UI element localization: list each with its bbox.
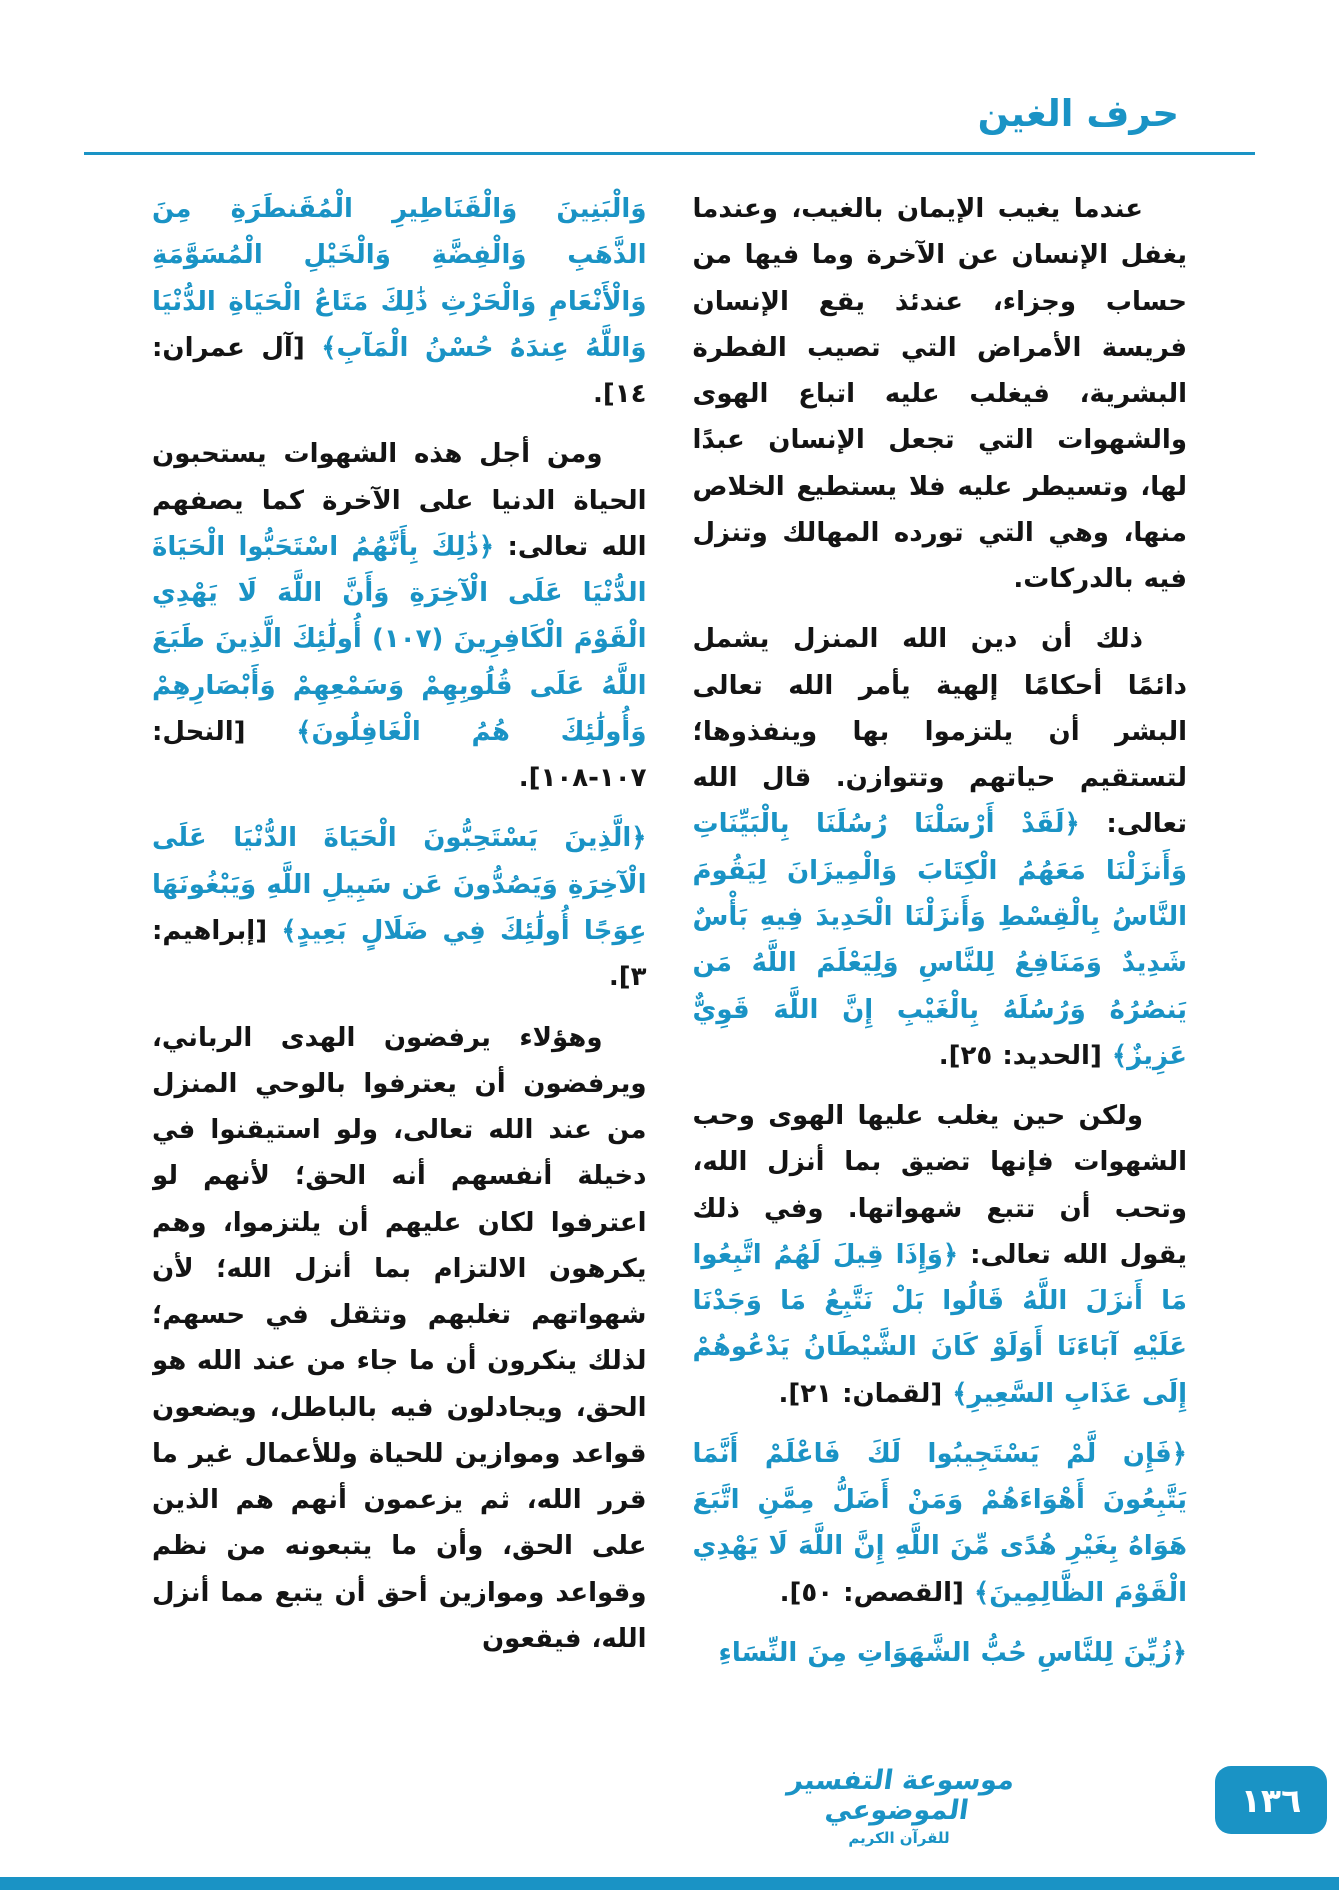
paragraph bbox=[693, 1630, 1188, 1676]
footer-bar bbox=[0, 1877, 1339, 1890]
quran-verse: ﴿الَّذِينَ يَسْتَحِبُّونَ الْحَيَاةَ الدُّنْيَا عَلَى الْآخِرَةِ وَيَصُدُّونَ عَن سَبِيلِ اللَّهِ وَيَبْغُونَهَا عِوَجًا أُولَٰئِكَ فِي ضَلَالٍ بَعِيدٍ﴾ bbox=[152, 823, 647, 946]
paragraph bbox=[693, 1431, 1188, 1616]
verse-reference: [النحل: ١٠٧-١٠٨]. bbox=[152, 716, 647, 794]
prose-text: ذلك أن دين الله المنزل يشمل دائمًا أحكامًا إلهية يأمر الله تعالى البشر أن يلتزموا بها وينفذوها؛ لتستقيم حياتهم وتتوازن. قال الله تعالى: bbox=[692, 624, 1187, 840]
quran-verse: وَالْبَنِينَ وَالْقَنَاطِيرِ الْمُقَنطَرَةِ مِنَ الذَّهَبِ وَالْفِضَّةِ وَالْخَيْلِ الْمُسَوَّمَةِ وَالْأَنْعَامِ وَالْحَرْثِ ذَٰلِكَ مَتَاعُ الْحَيَاةِ الدُّنْيَا وَاللَّهُ عِندَهُ حُسْنُ الْمَآبِ﴾ bbox=[152, 194, 647, 363]
chapter-title: حرف الغين bbox=[977, 92, 1179, 135]
logo-text-sub: للقرآن الكريم bbox=[848, 1828, 950, 1847]
paragraph bbox=[152, 1015, 647, 1663]
prose-text: عندما يغيب الإيمان بالغيب، وعندما يغفل الإنسان عن الآخرة وما فيها من حساب وجزاء، عندئذ يقع الإنسان فريسة الأمراض التي تصيب الفطرة البشرية، فيغلب عليه اتباع الهوى والشهوات التي تجعل الإنسان عبدًا لها، وتسيطر عليه فلا يستطيع الخلاص منها، وهي التي تورده المهالك وتنزل فيه بالدركات. bbox=[692, 194, 1187, 595]
quran-verse: ﴿وَإِذَا قِيلَ لَهُمُ اتَّبِعُوا مَا أَنزَلَ اللَّهُ قَالُوا بَلْ نَتَّبِعُ مَا وَجَدْنَا عَلَيْهِ آبَاءَنَا أَوَلَوْ كَانَ الشَّيْطَانُ يَدْعُوهُمْ إِلَى عَذَابِ السَّعِيرِ﴾ bbox=[692, 1239, 1187, 1409]
paragraph bbox=[152, 186, 647, 417]
verse-reference: [لقمان: ٢١]. bbox=[778, 1378, 953, 1409]
publisher-logo bbox=[769, 1766, 1029, 1846]
logo-text-main: موسوعة التفسير الموضوعي bbox=[785, 1765, 1017, 1826]
prose-text: ولكن حين يغلب عليها الهوى وحب الشهوات فإنها تضيق بما أنزل الله، وتحب أن تتبع شهواتها. وفي ذلك يقول الله تعالى: bbox=[692, 1101, 1187, 1270]
prose-text: ومن أجل هذه الشهوات يستحبون الحياة الدنيا على الآخرة كما يصفهم الله تعالى: bbox=[152, 439, 647, 562]
column-left bbox=[152, 186, 647, 1750]
page-number-badge bbox=[1215, 1766, 1327, 1834]
paragraph bbox=[152, 815, 647, 1000]
page-content bbox=[152, 186, 1187, 1750]
paragraph bbox=[693, 1093, 1188, 1417]
header-divider bbox=[84, 152, 1255, 155]
prose-text: وهؤلاء يرفضون الهدى الرباني، ويرفضون أن يعترفوا بالوحي المنزل من عند الله تعالى، ولو استيقنوا في دخيلة أنفسهم أنه الحق؛ لأنهم لو اعترفوا لكان عليهم أن يلتزموا، وهم يكرهون الالتزام بما أنزل الله؛ لأن شهواتهم تغلبهم وتثقل في حسهم؛ لذلك ينكرون أن ما جاء من عند الله هو الحق، ويجادلون فيه بالباطل، ويضعون قواعد وموازين للحياة وللأعمال غير ما قرر الله، ثم يزعمون أنهم هم الذين على الحق، وأن ما يتبعونه من نظم وقواعد وموازين أحق أن يتبع مما أنزل الله، فيقعون bbox=[152, 1022, 647, 1654]
quran-verse: ﴿ذَٰلِكَ بِأَنَّهُمُ اسْتَحَبُّوا الْحَيَاةَ الدُّنْيَا عَلَى الْآخِرَةِ وَأَنَّ اللَّهَ لَا يَهْدِي الْقَوْمَ الْكَافِرِينَ (١٠٧) أُولَٰئِكَ الَّذِينَ طَبَعَ اللَّهُ عَلَى قُلُوبِهِمْ وَسَمْعِهِمْ وَأَبْصَارِهِمْ وَأُولَٰئِكَ هُمُ الْغَافِلُونَ﴾ bbox=[152, 531, 647, 747]
paragraph bbox=[693, 616, 1188, 1079]
column-right bbox=[693, 186, 1188, 1750]
verse-reference: [إبراهيم: ٣]. bbox=[152, 915, 647, 993]
quran-verse: ﴿فَإِن لَّمْ يَسْتَجِيبُوا لَكَ فَاعْلَمْ أَنَّمَا يَتَّبِعُونَ أَهْوَاءَهُمْ وَمَنْ أَضَلُّ مِمَّنِ اتَّبَعَ هَوَاهُ بِغَيْرِ هُدًى مِّنَ اللَّهِ إِنَّ اللَّهَ لَا يَهْدِي الْقَوْمَ الظَّالِمِينَ﴾ bbox=[692, 1438, 1187, 1608]
verse-reference: [القصص: ٥٠]. bbox=[779, 1577, 974, 1608]
verse-reference: [الحديد: ٢٥]. bbox=[938, 1040, 1112, 1071]
quran-verse: ﴿زُيِّنَ لِلنَّاسِ حُبُّ الشَّهَوَاتِ مِنَ النِّسَاءِ bbox=[718, 1637, 1187, 1668]
quran-verse: ﴿لَقَدْ أَرْسَلْنَا رُسُلَنَا بِالْبَيِّنَاتِ وَأَنزَلْنَا مَعَهُمُ الْكِتَابَ وَالْمِيزَانَ لِيَقُومَ النَّاسُ بِالْقِسْطِ وَأَنزَلْنَا الْحَدِيدَ فِيهِ بَأْسٌ شَدِيدٌ وَمَنَافِعُ لِلنَّاسِ وَلِيَعْلَمَ اللَّهُ مَن يَنصُرُهُ وَرُسُلَهُ بِالْغَيْبِ إِنَّ اللَّهَ قَوِيٌّ عَزِيزٌ﴾ bbox=[692, 809, 1187, 1071]
verse-reference: [آل عمران: ١٤]. bbox=[152, 332, 647, 410]
paragraph bbox=[693, 186, 1188, 602]
paragraph bbox=[152, 431, 647, 801]
page-number: ١٣٦ bbox=[1240, 1780, 1302, 1820]
